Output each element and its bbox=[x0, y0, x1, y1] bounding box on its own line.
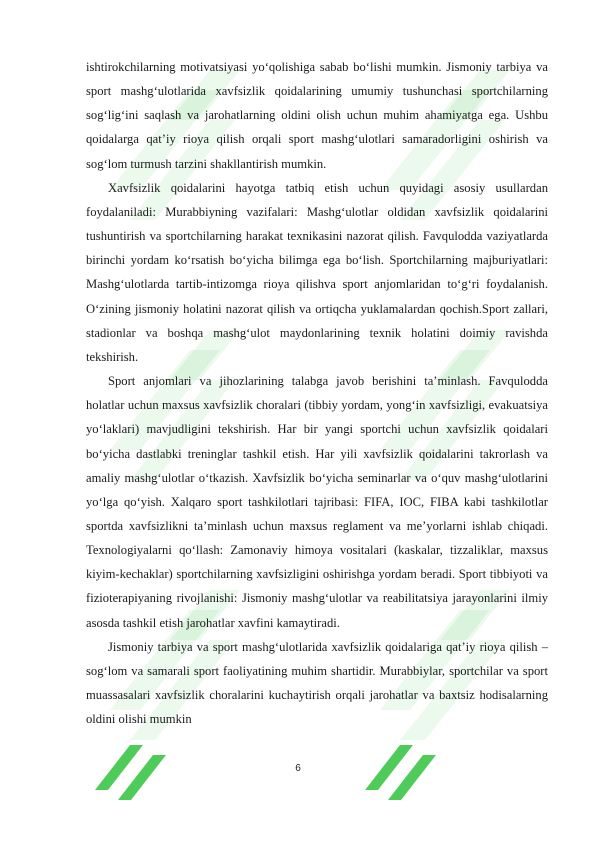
paragraph-4: Jismoniy tarbiya va sport mashg‘ulotlarida xavfsizlik qoidalariga qat’iy rioya qilish – sog‘lom va samarali sport faoliyatining muhim shartidir. Murabbiylar, sportchilar va sport muassasalari xavfsizlik choralarini kuchaytirish orqali jarohatlar va baxtsiz hodisalarning oldini olishi mumkin bbox=[86, 639, 548, 727]
paragraph-1: ishtirokchilarning motivatsiyasi yo‘qolishiga sabab bo‘lishi mumkin. Jismoniy tarbiya va sport mashg‘ulotlarida xavfsizlik qoidalarining umumiy tushunchasi sportchilarning sog‘lig‘ini saqlash va jarohatlarning oldini olish uchun muhim ahamiyatga ega. Ushbu qoidalarga qat’iy rioya qilish orqali sport mashg‘ulotlari samaradorligini oshirish va sog‘lom turmush tarzini shakllantirish mumkin. bbox=[86, 60, 548, 171]
paragraph-3: Sport anjomlari va jihozlarining talabga javob berishini ta’minlash. Favqulodda holatlar uchun maxsus xavfsizlik choralari (tibbiy yordam, yong‘in xavfsizligi, evakuatsiya yo‘laklari) mavjudligini tekshirish. Har bir yangi sportchi uchun xavfsizlik qoidalari bo‘yicha dastlabki treninglar tashkil etish. Har yili xavfsizlik qoidalarini takrorlash va amaliy mashg‘ulotlar o‘tkazish. Xavfsizlik bo‘yicha seminarlar va o‘quv mashg‘ulotlarini yo‘lga qo‘yish. Xalqaro sport tashkilotlari tajribasi: FIFA, IOC, FIBA kabi tashkilotlar sportda xavfsizlikni ta’minlash uchun maxsus reglament va me’yorlarni ishlab chiqadi. Texnologiyalarni qo‘llash: Zamonaviy himoya vositalari (kaskalar, tizzaliklar, maxsus kiyim-kechaklar) sportchilarning xavfsizligini oshirishga yordam beradi. Sport tibbiyoti va fizioterapiyaning rivojlanishi: Jismoniy mashg‘ulotlar va reabilitatsiya jarayonlarini ilmiy asosda tashkil etish jarohatlar xavfini kamaytiradi. bbox=[86, 374, 548, 630]
body-text bbox=[86, 55, 548, 731]
page-number: 6 bbox=[295, 763, 301, 774]
paragraph-2: Xavfsizlik qoidalarini hayotga tatbiq etish uchun quyidagi asosiy usullardan foydalaniladi: Murabbiyning vazifalari: Mashg‘ulotlar oldidan xavfsizlik qoidalarini tushuntirish va sportchilarning harakat texnikasini nazorat qilish. Favqulodda vaziyatlarda birinchi yordam ko‘rsatish bo‘yicha bilimga ega bo‘lish. Sportchilarning majburiyatlari: Mashg‘ulotlarda tartib-intizomga rioya qilishva sport anjomlaridan to‘g‘ri foydalanish. O‘zining jismoniy holatini nazorat qilish va ortiqcha yuklamalardan qochish.Sport zallari, stadionlar va boshqa mashg‘ulot maydonlarining texnik holatini doimiy ravishda tekshirish. bbox=[86, 180, 548, 364]
